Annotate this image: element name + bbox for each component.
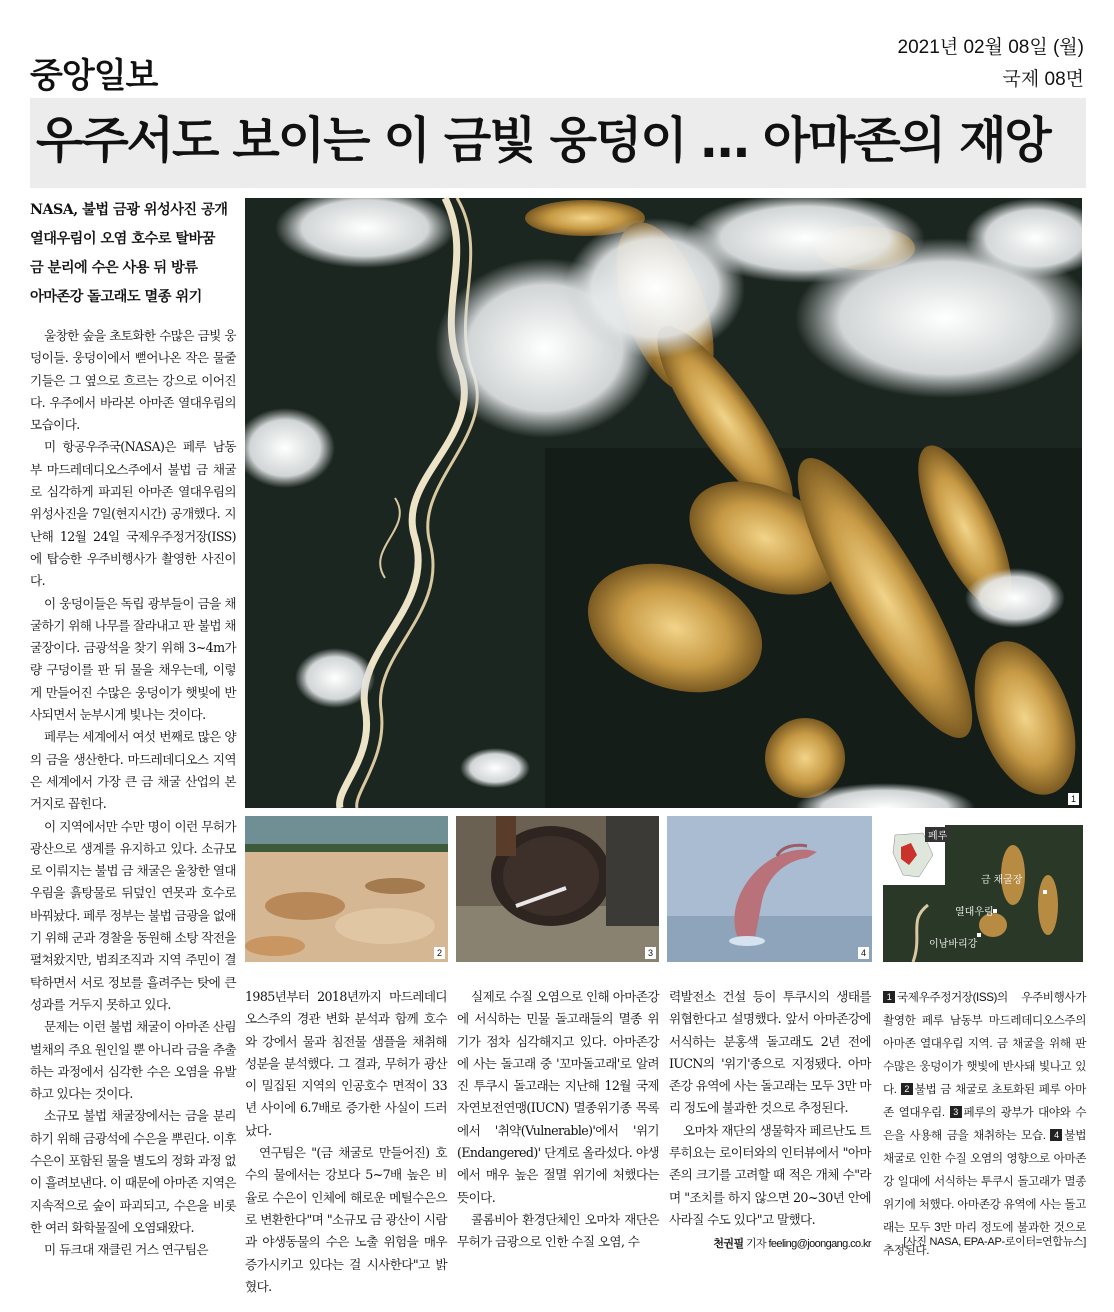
- paragraph: 1985년부터 2018년까지 마드레데디오스주의 경관 변화 분석과 함께 호수와 강에서 물과 침전물 샘플을 채취해 성분을 분석했다. 그 결과, 무허가 광산이 밀집된 지역의 인공호수 면적이 33년 사이에 6.7배로 증가한 사실이 드러났다.: [245, 989, 447, 1138]
- deforestation-photo: [245, 816, 448, 962]
- caption: 국제우주정거장(ISS)의 우주비행사가 촬영한 페루 남동부 마드레데디오스주의 아마존 열대우림 지역. 금 채굴을 위해 판 수많은 웅덩이가 햇빛에 반사돼 빛나고 있다.: [883, 991, 1086, 1096]
- map-label-forest: 열대우림: [955, 907, 994, 918]
- body-column-4: [669, 986, 871, 1256]
- paragraph: 문제는 이런 불법 채굴이 아마존 산림 벌채의 주요 원인일 뿐 아니라 금을 추출하는 과정에서 심각한 수은 오염을 유발하고 있다는 것이다.: [30, 1019, 236, 1102]
- paragraph: 미 듀크대 재클린 거스 연구팀은: [44, 1242, 208, 1258]
- paragraph: 미 항공우주국(NASA)은 페루 남동부 마드레데디오스주에서 불법 금 채굴로 심각하게 파괴된 아마존 열대우림의 위성사진을 7일(현지시간) 공개했다. 지난해 12월 24일 국제우주정거장(ISS)에 탑승한 우주비행사가 촬영한 사진이다.: [30, 439, 236, 589]
- caption-number: 1: [883, 991, 895, 1003]
- byline: [669, 1233, 871, 1255]
- paragraph: 이 지역에서만 수만 명이 이런 무허가 광산으로 생계를 유지하고 있다. 소규모로 이뤄지는 불법 금 채굴은 울창한 열대우림을 흙탕물로 뒤덮인 연못과 호수로 바꿔놨다. 페루 정부는 불법 금광을 없애기 위해 군과 경찰을 동원해 소탕 작전을 펼쳐왔지만, 범죄조직과 지역 주민이 결탁하면서 서로 정보를 흘려주는 탓에 큰 성과를 거두지 못하고 있다.: [30, 818, 236, 1012]
- subhead: NASA, 불법 금광 위성사진 공개: [30, 202, 228, 218]
- paragraph: 연구팀은 "(금 채굴로 만들어진) 호수의 물에서는 강보다 5~7배 높은 비율로 수은이 인체에 해로운 메틸수은으로 변환한다"며 "소규모 금 광산이 시람과 야생동물의 수은 노출 위험을 매우 증가시키고 있다는 걸 시사한다"고 밝혔다.: [245, 1145, 447, 1294]
- photo-captions: [883, 986, 1086, 1262]
- map-label-country: 페루: [925, 827, 950, 842]
- photo-number-tag: 4: [858, 947, 869, 959]
- paragraph: 페루는 세계에서 여섯 번째로 많은 양의 금을 생산한다. 마드레데디오스 지역은 세계에서 가장 큰 금 채굴 산업의 본거지로 꼽힌다.: [30, 729, 236, 812]
- subheads: [30, 196, 240, 312]
- reporter-contact: 기자 feeling@joongang.co.kr: [743, 1238, 871, 1251]
- paragraph: 콜롬비아 환경단체인 오마차 재단은 무허가 금광으로 인한 수질 오염, 수: [457, 1211, 659, 1250]
- map-label-river: 이남바리강: [929, 939, 978, 950]
- subhead: 열대우림이 오염 호수로 탈바꿈: [30, 231, 215, 247]
- caption-number: 4: [1050, 1129, 1062, 1141]
- masthead: 중앙일보: [30, 56, 158, 96]
- location-map: [883, 825, 1083, 962]
- main-satellite-photo: [245, 198, 1082, 808]
- subhead: 아마존강 돌고래도 멸종 위기: [30, 289, 202, 305]
- paragraph: 오마차 재단의 생물학자 페르난도 트루히요는 로이터와의 인터뷰에서 "아마존의 크기를 고려할 때 적은 개체 수"라며 "조치를 하지 않으면 20~30년 안에 사라질 수도 있다"고 말했다.: [669, 1122, 871, 1227]
- caption: 페루의 광부가 대야와 수은을 사용해 금을 채취하는 모습.: [883, 1106, 1086, 1142]
- miner-photo: [456, 816, 659, 962]
- page-section: 국제 08면: [1002, 69, 1084, 90]
- reporter-name: 천권필: [713, 1238, 744, 1251]
- map-label-mine: 금 채굴장: [981, 875, 1023, 886]
- body-column-1: [30, 325, 236, 1261]
- photo-number-tag: 1: [1068, 793, 1079, 805]
- caption: 불법 채굴로 인한 수질 오염의 영향으로 아마존강 일대에 서식하는 투쿠시 돌고래가 멸종 위기에 처했다. 아마존강 유역에 사는 돌고래는 모두 3만 마리 정도에 불과한 것으로 추정된다.: [883, 1129, 1086, 1257]
- dolphin-photo: [667, 816, 872, 962]
- paragraph: 실제로 수질 오염으로 인해 아마존강에 서식하는 민물 돌고래들의 멸종 위기가 점차 심각해지고 있다. 아마존강에 사는 돌고래 중 '꼬마돌고래'로 알려진 투쿠시 돌고래는 지난해 12월 국제자연보전연맹(IUCN) 멸종위기종 목록에서 '취약(Vulnerable)'에서 '위기(Endangered)' 단계로 올라섰다. 야생에서 매우 높은 절멸 위기에 처했다는 뜻이다.: [457, 989, 659, 1205]
- subhead: 금 분리에 수은 사용 뒤 방류: [30, 260, 198, 276]
- paragraph: 소규모 불법 채굴장에서는 금을 분리하기 위해 금광석에 수은을 뿌린다. 이후 수은이 포함된 물을 별도의 정화 과정 없이 흘려보낸다. 이 때문에 아마존 지역은 지속적으로 숲이 파괴되고, 수은을 비롯한 여러 화학물질에 오염돼왔다.: [30, 1108, 236, 1235]
- photo-credit: [사진 NASA, EPA-AP-로이터=연합뉴스]: [903, 1236, 1086, 1248]
- caption-number: 2: [901, 1083, 913, 1095]
- photo-number-tag: 2: [434, 947, 445, 959]
- caption-number: 3: [950, 1106, 962, 1118]
- body-column-2: [245, 986, 447, 1298]
- caption: 불법 금 채굴로 초토화된 페루 아마존 열대우림.: [883, 1083, 1086, 1119]
- headline: 우주서도 보이는 이 금빛 웅덩이 … 아마존의 재앙: [36, 112, 1050, 169]
- paragraph: 울창한 숲을 초토화한 수많은 금빛 웅덩이들. 웅덩이에서 뻗어나온 작은 물줄기들은 그 옆으로 흐르는 강으로 이어진다. 우주에서 바라본 아마존 열대우림의 모습이다.: [30, 328, 236, 433]
- issue-date: 2021년 02월 08일 (월): [897, 37, 1084, 58]
- paragraph: 이 웅덩이들은 독립 광부들이 금을 채굴하기 위해 나무를 잘라내고 판 불법 채굴장이다. 금광석을 찾기 위해 3~4m가량 구덩이를 판 뒤 물을 채우는데, 이렇게 만들어진 수많은 웅덩이가 햇빛에 반사되면서 눈부시게 빛나는 것이다.: [30, 595, 236, 723]
- body-column-3: [457, 986, 659, 1254]
- paragraph: 력발전소 건설 등이 투쿠시의 생태를 위협한다고 설명했다. 앞서 아마존강에 서식하는 분홍색 돌고래도 2년 전에 IUCN의 '위기'종으로 지정됐다. 아마존강 유역에 사는 돌고래는 모두 3만 마리 정도에 불과한 것으로 추정된다.: [669, 989, 871, 1116]
- photo-number-tag: 3: [645, 947, 656, 959]
